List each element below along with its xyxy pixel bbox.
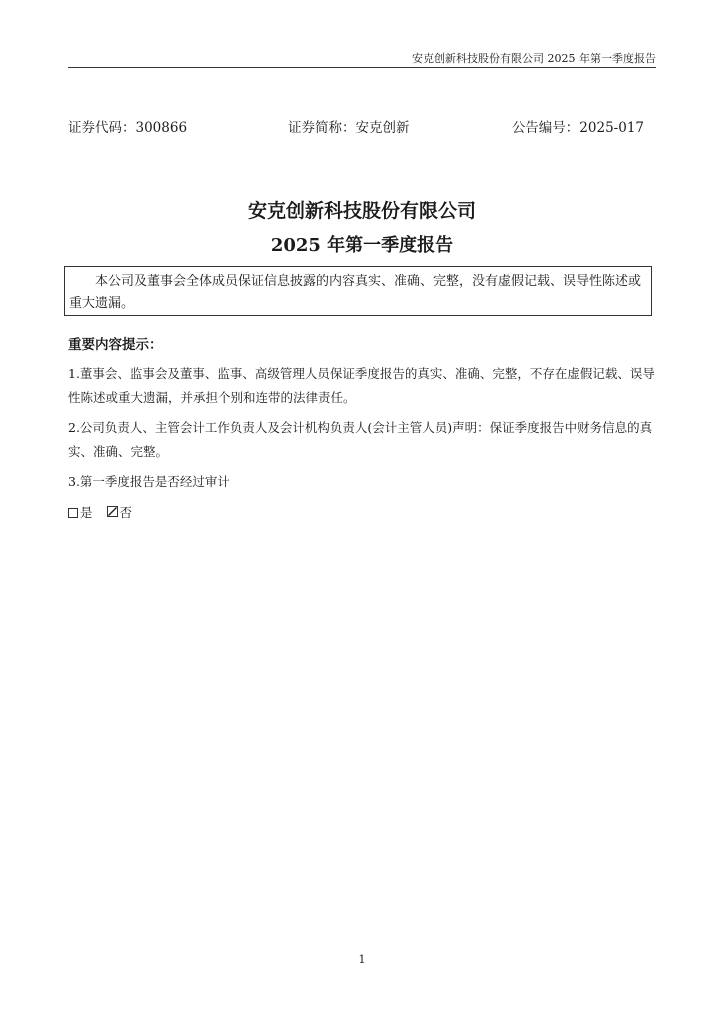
security-short-name: 证券简称：安克创新 <box>288 120 410 136</box>
page-number: 1 <box>358 953 366 966</box>
company-title: 安克创新科技股份有限公司 <box>247 200 476 222</box>
key-notes-heading: 重要内容提示： <box>68 337 163 353</box>
header-divider <box>68 67 656 68</box>
report-title: 2025 年第一季度报告 <box>270 235 454 256</box>
audit-yes-label: 是 <box>80 505 93 520</box>
key-note-1: 1.董事会、监事会及董事、监事、高级管理人员保证季度报告的真实、准确、完整，不存在虚假记载、误导性陈述或重大遗漏，并承担个别和连带的法律责任。 <box>68 366 655 405</box>
audit-yes-checkbox[interactable] <box>68 508 78 518</box>
disclosure-notice-box <box>64 266 652 316</box>
audit-options <box>68 502 132 524</box>
announcement-number: 公告编号：2025-017 <box>511 120 644 136</box>
checked-box-icon[interactable] <box>107 506 118 517</box>
key-note-3: 3.第一季度报告是否经过审计 <box>68 474 230 489</box>
audit-no-label: 否 <box>119 505 133 520</box>
disclosure-notice-text: 本公司及董事会全体成员保证信息披露的内容真实、准确、完整，没有虚假记载、误导性陈述或重大遗漏。 <box>69 274 642 311</box>
security-code: 证券代码：300866 <box>68 120 188 136</box>
running-header: 安克创新科技股份有限公司 2025 年第一季度报告 <box>412 52 656 65</box>
key-note-2: 2.公司负责人、主管会计工作负责人及会计机构负责人(会计主管人员)声明：保证季度报告中财务信息的真实、准确、完整。 <box>68 420 653 459</box>
